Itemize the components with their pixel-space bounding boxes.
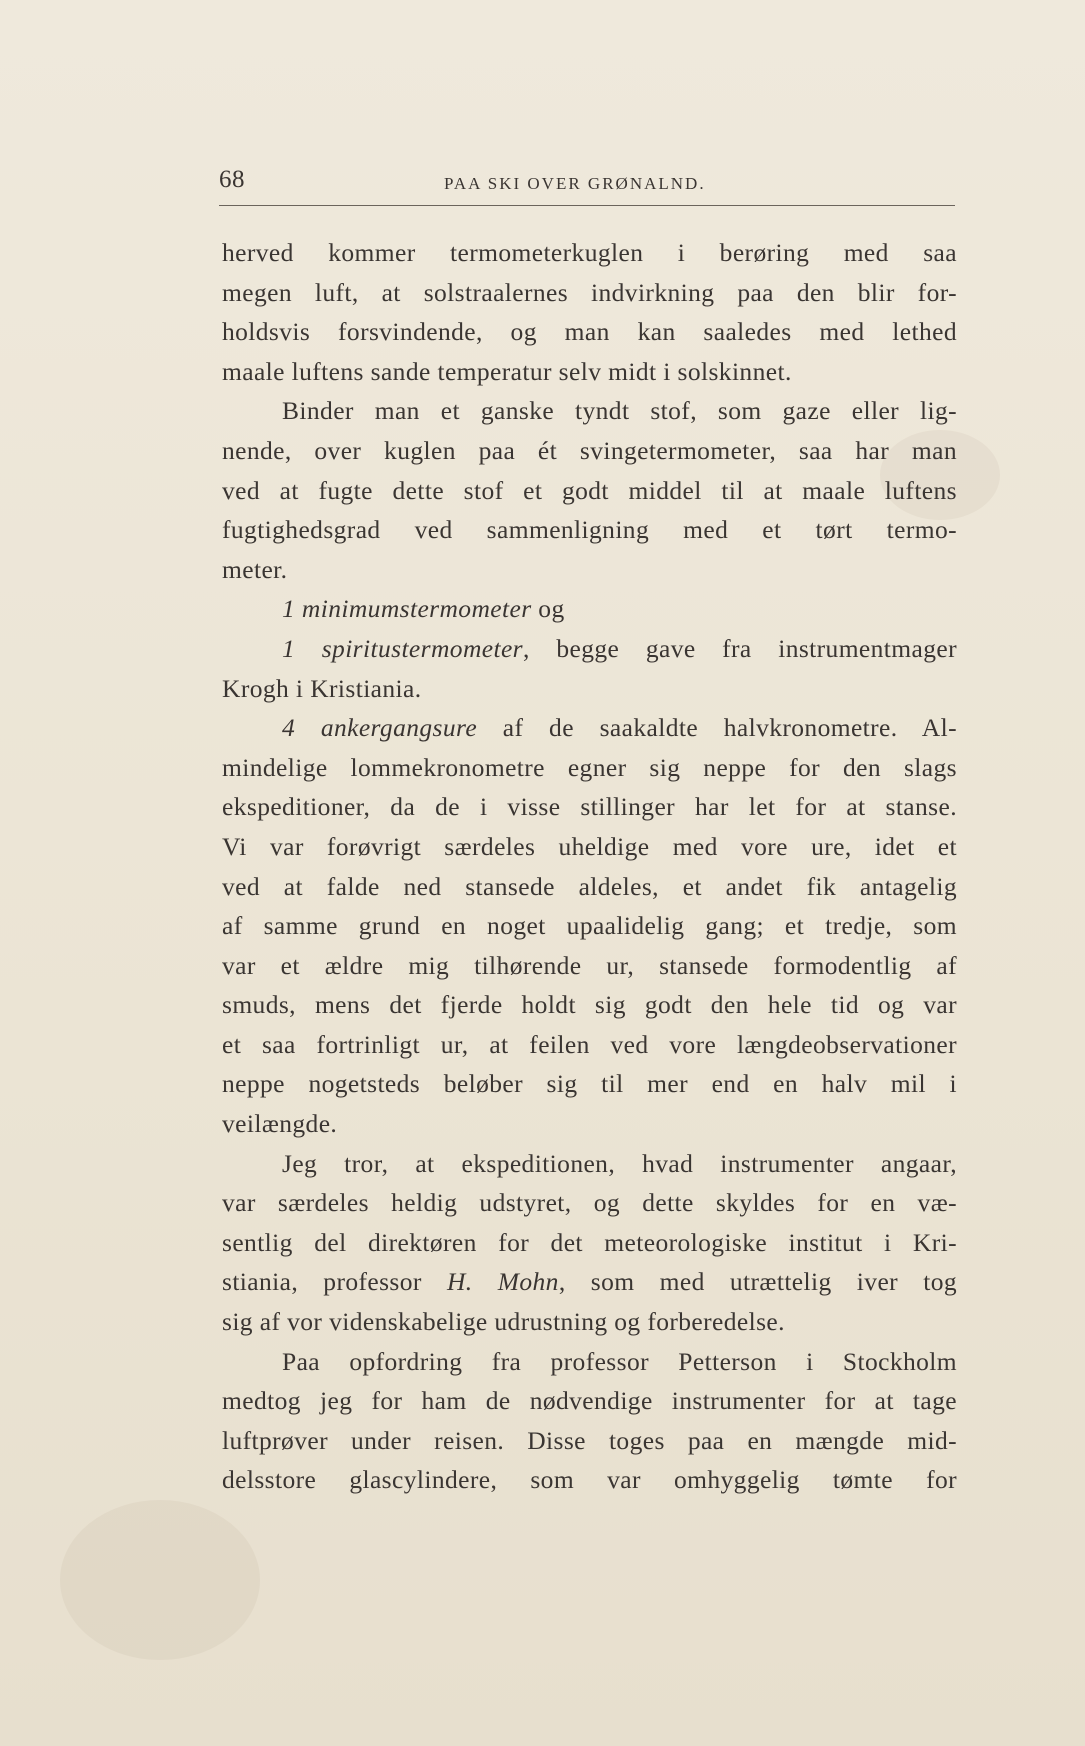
page-header	[219, 166, 955, 206]
text-line	[222, 946, 957, 986]
text-line	[222, 629, 957, 669]
text-line	[222, 471, 957, 511]
text-run: ekspeditioner, da de i visse stillinger har let for at stanse.	[222, 792, 957, 822]
text-line	[222, 669, 957, 709]
text-run: maale luftens sande temperatur selv midt i solskinnet.	[222, 356, 792, 386]
text-line	[222, 589, 957, 629]
text-line	[222, 827, 957, 867]
text-run: af de saakaldte halvkronometre. Al-	[477, 713, 957, 743]
text-run: luftprøver under reisen. Disse toges paa en mængde mid-	[222, 1425, 957, 1455]
italic-text: 4 ankergangsure	[282, 713, 478, 743]
text-line	[222, 1183, 957, 1223]
text-run: smuds, mens det fjerde holdt sig godt den hele tid og var	[222, 990, 957, 1020]
text-line	[222, 312, 957, 352]
text-line	[222, 1421, 957, 1461]
header-rule	[219, 205, 955, 206]
text-line	[222, 1223, 957, 1263]
text-run: Binder man et ganske tyndt stof, som gaze eller lig-	[282, 396, 957, 426]
text-line	[222, 1064, 957, 1104]
paper-stain	[60, 1500, 260, 1660]
text-line	[222, 787, 957, 827]
text-run: ved at falde ned stansede aldeles, et andet fik antagelig	[222, 871, 957, 901]
text-line	[222, 1381, 957, 1421]
text-line	[222, 431, 957, 471]
text-run: mindelige lommekronometre egner sig neppe for den slags	[222, 752, 957, 782]
text-run: og	[531, 594, 565, 624]
text-line	[222, 550, 957, 590]
text-line	[222, 1144, 957, 1184]
text-run: , begge gave fra instrumentmager	[523, 633, 957, 663]
text-run: Paa opfordring fra professor Petterson i Stockholm	[282, 1346, 957, 1376]
text-run: nende, over kuglen paa ét svingetermometer, saa har man	[222, 435, 957, 465]
text-line	[222, 985, 957, 1025]
text-run: fugtighedsgrad ved sammenligning med et tørt termo-	[222, 515, 957, 545]
text-run: var særdeles heldig udstyret, og dette skyldes for en væ-	[222, 1188, 957, 1218]
body-text	[222, 233, 957, 1500]
italic-text: 1 spiritustermometer	[282, 633, 524, 663]
text-run: Jeg tror, at ekspeditionen, hvad instrumenter angaar,	[282, 1148, 957, 1178]
text-line	[222, 510, 957, 550]
text-run: , som med utrættelig iver tog	[558, 1267, 958, 1297]
text-line	[222, 391, 957, 431]
text-line	[222, 1460, 957, 1500]
text-line	[222, 1104, 957, 1144]
text-line	[222, 708, 957, 748]
text-run: herved kommer termometerkuglen i berøring med saa	[222, 238, 957, 267]
italic-text: H. Mohn	[446, 1267, 559, 1297]
running-title: PAA SKI OVER GRØNALND.	[444, 174, 706, 193]
text-run: sig af vor videnskabelige udrustning og forberedelse.	[222, 1307, 785, 1337]
text-run: megen luft, at solstraalernes indvirkning paa den blir for-	[222, 277, 957, 307]
text-run: Krogh i Kristiania.	[222, 673, 422, 703]
text-run: veilængde.	[222, 1109, 338, 1139]
text-run: medtog jeg for ham de nødvendige instrumenter for at tage	[222, 1386, 957, 1416]
text-line	[222, 233, 957, 273]
text-line	[222, 867, 957, 907]
text-run: ved at fugte dette stof et godt middel til at maale luftens	[222, 475, 957, 505]
text-line	[222, 1262, 957, 1302]
text-run: Vi var forøvrigt særdeles uheldige med vore ure, idet et	[222, 831, 957, 861]
text-run: sentlig del direktøren for det meteorologiske institut i Kri-	[222, 1227, 957, 1257]
text-run: delsstore glascylindere, som var omhyggelig tømte for	[222, 1465, 957, 1495]
text-line	[222, 1342, 957, 1382]
text-run: af samme grund en noget upaalidelig gang; et tredje, som	[222, 911, 957, 941]
text-run: meter.	[222, 554, 288, 584]
text-line	[222, 748, 957, 788]
italic-text: 1 minimumstermometer	[282, 594, 532, 624]
text-run: neppe nogetsteds beløber sig til mer end en halv mil i	[222, 1069, 957, 1099]
text-line	[222, 1302, 957, 1342]
text-line	[222, 906, 957, 946]
text-run: et saa fortrinligt ur, at feilen ved vore længdeobservationer	[222, 1029, 957, 1059]
text-run: holdsvis forsvindende, og man kan saaledes med lethed	[222, 317, 957, 347]
text-line	[222, 352, 957, 392]
text-line	[222, 273, 957, 313]
text-line	[222, 1025, 957, 1065]
page-number: 68	[219, 166, 245, 193]
text-run: var et ældre mig tilhørende ur, stansede formodentlig af	[222, 950, 957, 980]
text-run: stiania, professor	[222, 1267, 447, 1297]
